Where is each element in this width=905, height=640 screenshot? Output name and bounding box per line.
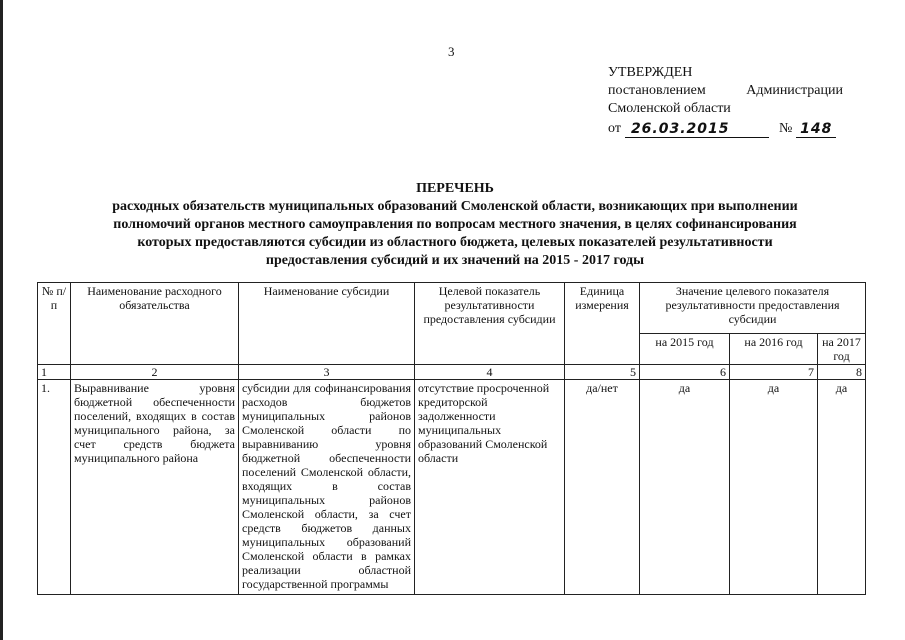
header-2016: на 2016 год (730, 334, 818, 365)
header-num: № п/п (38, 283, 71, 365)
handwritten-date: 26.03.2015 (625, 121, 769, 138)
row-value-2017: да (818, 380, 866, 595)
header-indicator: Целевой показатель результативности предоставления субсидии (415, 283, 565, 365)
date-prefix: от (608, 121, 621, 136)
page-number: 3 (448, 44, 455, 59)
col-number-1: 1 (38, 365, 71, 380)
header-obligation: Наименование расходного обязательства (71, 283, 239, 365)
col-number-3: 3 (239, 365, 415, 380)
row-num: 1. (38, 380, 71, 595)
document-title (60, 180, 850, 270)
title-line-4: предоставления субсидий и их значений на 2015 - 2017 годы (265, 253, 645, 268)
approval-line2-left: постановлением (608, 83, 706, 98)
obligations-table (37, 282, 866, 595)
col-number-6: 6 (640, 365, 730, 380)
col-number-8: 8 (818, 365, 866, 380)
handwritten-number: 148 (796, 121, 836, 138)
header-unit: Единица измерения (565, 283, 640, 365)
row-value-2016: да (730, 380, 818, 595)
column-number-row (38, 365, 866, 380)
title-heading: ПЕРЕЧЕНЬ (416, 181, 494, 196)
table-row (38, 380, 866, 595)
row-value-2015: да (640, 380, 730, 595)
title-line-1: расходных обязательств муниципальных образований Смоленской области, возникающих при выполнении (112, 199, 798, 214)
approval-stamp (608, 64, 843, 138)
col-number-5: 5 (565, 365, 640, 380)
col-number-2: 2 (71, 365, 239, 380)
header-row-1 (38, 283, 866, 334)
title-line-2: полномочий органов местного самоуправления по вопросам местного значения, в целях софинансирования (113, 217, 797, 232)
header-subsidy: Наименование субсидии (239, 283, 415, 365)
header-2015: на 2015 год (640, 334, 730, 365)
col-number-4: 4 (415, 365, 565, 380)
approval-line2 (608, 82, 843, 100)
header-2017: на 2017 год (818, 334, 866, 365)
col-number-7: 7 (730, 365, 818, 380)
page-left-edge (0, 0, 3, 640)
number-prefix: № (778, 121, 793, 136)
approval-line2-right: Администрации (746, 83, 843, 98)
row-obligation: Выравнивание уровня бюджетной обеспеченности поселений, входящих в состав муниципального района, за счет средств бюджета муниципального района (71, 380, 239, 595)
row-unit: да/нет (565, 380, 640, 595)
approval-date-row (608, 120, 843, 138)
approval-title: УТВЕРЖДЕН (608, 65, 693, 80)
row-subsidy: субсидии для софинансирования расходов бюджетов муниципальных районов Смоленской области по выравниванию уровня бюджетной обеспеченности поселений Смоленской области, входящих в состав муниципальных районов Смоленской области, за счет средств бюджетов данных муниципальных образований Смоленской области в рамках реализации областной государственной программы (239, 380, 415, 595)
row-indicator: отсутствие просроченной кредиторской задолженности муниципальных образований Смоленской области (415, 380, 565, 595)
approval-line3: Смоленской области (608, 101, 731, 116)
title-line-3: которых предоставляются субсидии из областного бюджета, целевых показателей результативности (137, 235, 773, 250)
header-value-group: Значение целевого показателя результативности предоставления субсидии (640, 283, 866, 334)
